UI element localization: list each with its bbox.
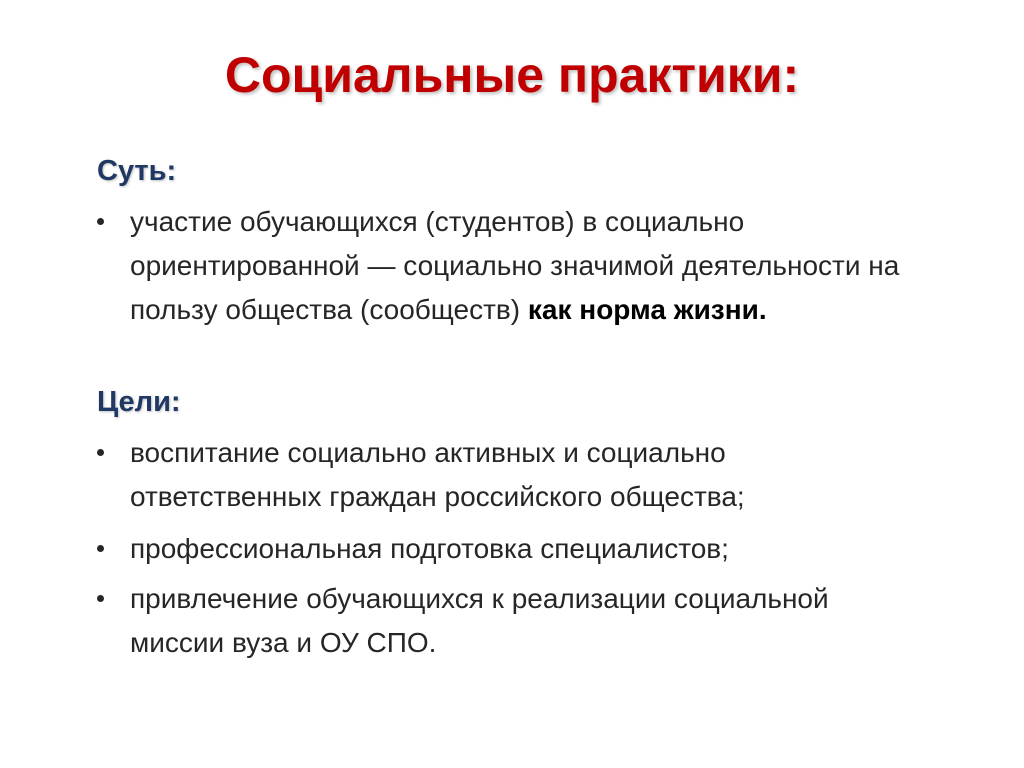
bullet-icon bbox=[97, 449, 104, 456]
goals-heading: Цели: bbox=[97, 386, 181, 418]
essence-heading: Суть: bbox=[97, 155, 177, 187]
essence-item-text bbox=[130, 200, 917, 332]
goals-item-text: привлечение обучающихся к реализации социальной миссии вуза и ОУ СПО. bbox=[130, 583, 829, 658]
goals-bullet-item bbox=[97, 527, 917, 571]
goals-item-text: воспитание социально активных и социально ответственных граждан российского общества; bbox=[130, 437, 745, 512]
goals-item-text: профессиональная подготовка специалистов; bbox=[130, 533, 729, 564]
essence-item-body: участие обучающихся (студентов) в социально ориентированной — социально значимой деятельности на пользу общества (сообществ) bbox=[130, 206, 900, 325]
bullet-icon bbox=[97, 545, 104, 552]
slide-title: Социальные практики: bbox=[224, 47, 800, 103]
goals-bullet-item bbox=[97, 577, 917, 665]
essence-bullet-item bbox=[97, 200, 917, 332]
essence-item-emphasis: как норма жизни. bbox=[527, 294, 767, 325]
goals-bullet-item bbox=[97, 431, 917, 519]
bullet-icon bbox=[97, 595, 104, 602]
bullet-icon bbox=[97, 218, 104, 225]
